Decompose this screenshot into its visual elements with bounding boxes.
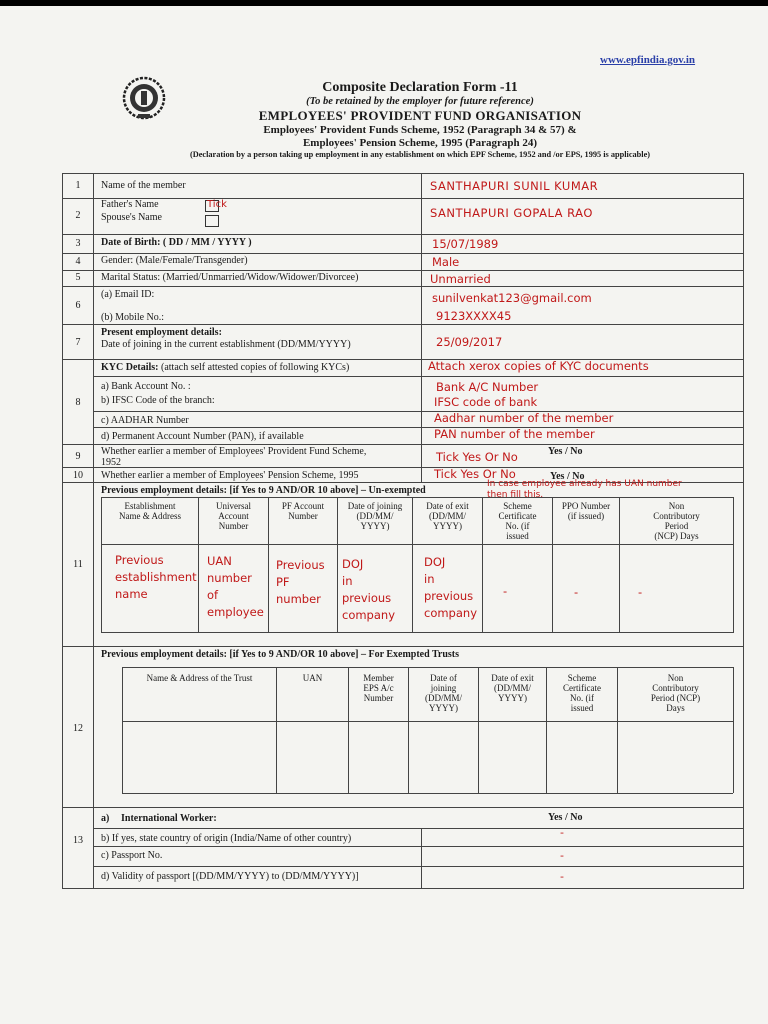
value-date-of-joining[interactable]: 25/09/2017 xyxy=(436,335,503,349)
col-ncp-days: Non Contributory Period (NCP) Days xyxy=(653,501,700,541)
uan-annotation-line2: then fill this. xyxy=(487,490,544,500)
col-trust-uan: UAN xyxy=(302,673,323,683)
label-kyc-details xyxy=(101,362,349,373)
col-scheme-certificate: Scheme Certificate No. (if issued xyxy=(498,501,537,541)
col-trust-name: Name & Address of the Trust xyxy=(146,673,253,683)
tick-annotation: Tick xyxy=(207,199,227,210)
col-eps-account: Member EPS A/c Number xyxy=(363,673,394,703)
value-bank-account[interactable]: Bank A/C Number xyxy=(436,380,539,394)
label-bank-account: a) Bank Account No. : xyxy=(101,381,191,392)
value-country-of-origin[interactable]: - xyxy=(560,826,564,839)
website-url[interactable]: www.epfindia.gov.in xyxy=(600,54,696,66)
value-aadhar[interactable]: Aadhar number of the member xyxy=(434,411,614,425)
label-passport-validity: d) Validity of passport [(DD/MM/YYYY) to (DD/MM/YYYY)] xyxy=(101,871,359,882)
col-date-of-joining: Date of joining (DD/MM/ YYYY) xyxy=(347,501,403,531)
value-passport-no[interactable]: - xyxy=(560,849,564,862)
form-title: Composite Declaration Form -11 xyxy=(322,80,518,95)
label-earlier-eps-member: Whether earlier a member of Employees' Pension Scheme, 1995 xyxy=(101,470,359,481)
value-prev-establishment[interactable]: Previous establishment name xyxy=(115,553,197,601)
row-number: 3 xyxy=(75,238,81,249)
section-title-exempted: Previous employment details: [if Yes to 9 AND/OR 10 above] – For Exempted Trusts xyxy=(101,649,460,660)
value-email[interactable]: sunilvenkat123@gmail.com xyxy=(432,291,592,305)
col-trust-doj: Date of joining (DD/MM/ YYYY) xyxy=(424,673,462,713)
value-pan[interactable]: PAN number of the member xyxy=(434,427,595,441)
row-number: 13 xyxy=(73,835,83,846)
label-spouses-name: Spouse's Name xyxy=(101,212,162,223)
row-number: 4 xyxy=(75,256,81,267)
value-earlier-eps-member[interactable]: Tick Yes Or No xyxy=(434,467,516,481)
uan-annotation-line1: In case employee already has UAN number xyxy=(487,479,682,489)
value-marital-status[interactable]: Unmarried xyxy=(430,272,491,286)
value-mobile[interactable]: 9123XXXX45 xyxy=(436,309,512,323)
value-date-of-birth[interactable]: 15/07/1989 xyxy=(432,237,499,251)
label-epf-year: 1952 xyxy=(101,457,121,468)
value-prev-doe[interactable]: DOJ in previous company xyxy=(424,555,478,620)
label-country-of-origin: b) If yes, state country of origin (India/Name of other country) xyxy=(101,833,352,844)
value-prev-doj[interactable]: DOJ in previous company xyxy=(342,557,396,622)
row-number: 2 xyxy=(75,210,81,221)
label-earlier-epf-member: Whether earlier a member of Employees' Provident Fund Scheme, xyxy=(101,446,367,457)
col-establishment: Establishment Name & Address xyxy=(119,501,181,521)
kyc-label-bold: KYC Details: xyxy=(101,362,159,373)
label-date-of-joining: Date of joining in the current establishment (DD/MM/YYYY) xyxy=(101,339,351,350)
value-scheme-certificate[interactable]: - xyxy=(503,584,508,598)
col-trust-ncp: Non Contributory Period (NCP) Days xyxy=(650,673,701,713)
organisation-name: EMPLOYEES' PROVIDENT FUND ORGANISATION xyxy=(258,108,582,123)
scheme-line-2: Employees' Pension Scheme, 1995 (Paragraph 24) xyxy=(302,137,538,149)
row-number: 6 xyxy=(75,300,81,311)
row-number: 12 xyxy=(73,723,83,734)
value-gender[interactable]: Male xyxy=(432,255,460,269)
col-uan: Universal Account Number xyxy=(216,501,251,531)
row-number: 9 xyxy=(75,451,81,462)
declaration-note: (Declaration by a person taking up employment in any establishment on which EPF Scheme, 1952 and /or EPS, 1995 is applicable) xyxy=(189,150,651,159)
form-subtitle: (To be retained by the employer for future reference) xyxy=(306,96,534,107)
label-ifsc: b) IFSC Code of the branch: xyxy=(101,395,215,406)
value-ncp-days[interactable]: - xyxy=(638,585,643,599)
label-pan: d) Permanent Account Number (PAN), if available xyxy=(101,431,304,442)
scheme-line-1: Employees' Provident Funds Scheme, 1952 (Paragraph 34 & 57) & xyxy=(263,124,577,136)
row-number: 8 xyxy=(75,397,81,408)
label-passport-no: c) Passport No. xyxy=(101,850,163,861)
yes-no-option[interactable]: Yes / No xyxy=(548,812,583,823)
value-member-name[interactable]: SANTHAPURI SUNIL KUMAR xyxy=(430,179,599,193)
value-fathers-name[interactable]: SANTHAPURI GOPALA RAO xyxy=(430,206,593,220)
label-international-worker-prefix: a) xyxy=(101,813,110,824)
col-pf-account: PF Account Number xyxy=(281,501,325,521)
yes-no-option[interactable]: Yes / No xyxy=(550,471,585,482)
label-aadhar: c) AADHAR Number xyxy=(101,415,189,426)
col-date-of-exit: Date of exit (DD/MM/ YYYY) xyxy=(426,501,469,531)
section-title-unexempted: Previous employment details: [if Yes to 9 AND/OR 10 above] – Un-exempted xyxy=(101,485,426,496)
label-gender: Gender: (Male/Female/Transgender) xyxy=(101,255,248,266)
row-number: 11 xyxy=(73,559,83,570)
label-international-worker: International Worker: xyxy=(121,813,217,824)
value-ifsc[interactable]: IFSC code of bank xyxy=(434,395,538,409)
row-number: 5 xyxy=(75,272,81,283)
value-ppo-number[interactable]: - xyxy=(574,585,579,599)
label-present-employment: Present employment details: xyxy=(101,327,222,338)
label-email: (a) Email ID: xyxy=(101,289,155,300)
col-ppo-number: PPO Number (if issued) xyxy=(561,501,611,521)
yes-no-option[interactable]: Yes / No xyxy=(548,446,583,457)
value-passport-validity[interactable]: - xyxy=(560,870,564,883)
row-number: 1 xyxy=(75,180,81,191)
value-prev-uan[interactable]: UAN number of employee xyxy=(207,554,264,619)
label-date-of-birth: Date of Birth: ( DD / MM / YYYY ) xyxy=(101,237,252,248)
label-fathers-name: Father's Name xyxy=(101,199,159,210)
value-prev-pf-number[interactable]: Previous PF number xyxy=(276,558,325,606)
col-trust-doe: Date of exit (DD/MM/ YYYY) xyxy=(491,673,534,703)
label-member-name: Name of the member xyxy=(101,180,186,191)
value-kyc-note: Attach xerox copies of KYC documents xyxy=(428,359,649,373)
value-earlier-epf-member[interactable]: Tick Yes Or No xyxy=(436,450,518,464)
label-mobile: (b) Mobile No.: xyxy=(101,312,165,323)
row-number: 10 xyxy=(73,470,83,481)
spouses-name-checkbox[interactable] xyxy=(205,215,219,227)
row-number: 7 xyxy=(75,337,81,348)
col-trust-scheme-certificate: Scheme Certificate No. (if issued xyxy=(563,673,601,713)
kyc-label-rest: (attach self attested copies of following KYCs) xyxy=(158,362,350,373)
label-marital-status: Marital Status: (Married/Unmarried/Widow/Widower/Divorcee) xyxy=(101,272,359,283)
